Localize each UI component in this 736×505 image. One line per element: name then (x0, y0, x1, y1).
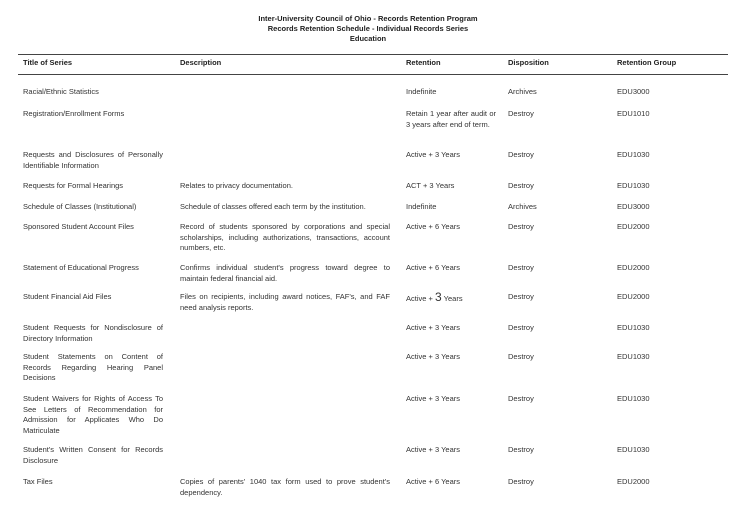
series-retention: Indefinite (406, 202, 437, 211)
series-disposition: Archives (508, 87, 537, 96)
series-retention-group: EDU1030 (617, 150, 650, 159)
series-title: Registration/Enrollment Forms (23, 109, 125, 118)
series-retention: Active + 3 Years (406, 394, 460, 403)
series-description: Confirms individual student's progress toward degree to maintain federal financial aid. (180, 263, 390, 283)
series-disposition: Destroy (508, 323, 534, 332)
series-retention (406, 292, 496, 305)
column-header-retention: Retention (406, 58, 441, 67)
series-title: Tax Files (23, 477, 53, 486)
series-retention-group: EDU1010 (617, 109, 650, 118)
header-top-rule (18, 54, 728, 55)
series-retention-group: EDU1030 (617, 352, 650, 361)
series-retention: Active + 3 Years (406, 445, 460, 454)
series-retention-group: EDU2000 (617, 477, 650, 486)
series-retention-group: EDU1030 (617, 445, 650, 454)
series-title: Student Financial Aid Files (23, 292, 112, 301)
retention-prefix: Active + (406, 294, 433, 303)
series-title: Student Requests for Nondisclosure of Directory Information (23, 323, 163, 343)
series-description: Files on recipients, including award notices, FAF's, and FAF need analysis reports. (180, 292, 390, 312)
series-retention: Active + 3 Years (406, 352, 460, 361)
column-header-disposition: Disposition (508, 58, 549, 67)
series-retention: Active + 6 Years (406, 222, 460, 231)
column-header-description: Description (180, 58, 222, 67)
header-bottom-rule (18, 74, 728, 75)
series-disposition: Destroy (508, 445, 534, 454)
series-retention-group: EDU1030 (617, 394, 650, 403)
series-retention: Active + 6 Years (406, 263, 460, 272)
series-title: Statement of Educational Progress (23, 263, 139, 272)
document-title: Inter-University Council of Ohio - Records Retention Program (258, 14, 478, 23)
series-disposition: Destroy (508, 477, 534, 486)
series-retention: Retain 1 year after audit or 3 years after end of term. (406, 109, 496, 129)
series-retention-group: EDU2000 (617, 263, 650, 272)
series-title: Racial/Ethnic Statistics (23, 87, 99, 96)
document-subtitle: Records Retention Schedule - Individual Records Series (267, 24, 469, 33)
series-disposition: Destroy (508, 263, 534, 272)
retention-handwritten-number: 3 (434, 290, 442, 304)
series-retention: Active + 6 Years (406, 477, 460, 486)
series-title: Student Waivers for Rights of Access To See Letters of Recommendation for Admission for Applicates Who Do Matriculate (23, 394, 163, 435)
series-retention: Indefinite (406, 87, 437, 96)
retention-suffix: Years (443, 294, 463, 303)
series-disposition: Destroy (508, 150, 534, 159)
series-disposition: Destroy (508, 352, 534, 361)
series-retention-group: EDU1030 (617, 323, 650, 332)
series-retention-group: EDU2000 (617, 222, 650, 231)
series-disposition: Destroy (508, 181, 534, 190)
series-title: Requests for Formal Hearings (23, 181, 124, 190)
column-header-title: Title of Series (23, 58, 73, 67)
series-title: Sponsored Student Account Files (23, 222, 134, 231)
document-section: Education (349, 34, 387, 43)
series-disposition: Destroy (508, 292, 534, 301)
series-description: Schedule of classes offered each term by the institution. (180, 202, 366, 211)
series-title: Student Statements on Content of Records Regarding Hearing Panel Decisions (23, 352, 163, 382)
series-title: Student's Written Consent for Records Disclosure (23, 445, 163, 465)
series-description: Record of students sponsored by corporations and special scholarships, including authorizations, transactions, account numbers, etc. (180, 222, 390, 252)
series-retention-group: EDU2000 (617, 292, 650, 301)
series-disposition: Destroy (508, 222, 534, 231)
series-disposition: Archives (508, 202, 537, 211)
series-description: Relates to privacy documentation. (180, 181, 293, 190)
series-retention: ACT + 3 Years (406, 181, 455, 190)
series-retention-group: EDU3000 (617, 202, 650, 211)
series-disposition: Destroy (508, 394, 534, 403)
series-disposition: Destroy (508, 109, 534, 118)
column-header-retention-group: Retention Group (617, 58, 677, 67)
series-title: Requests and Disclosures of Personally Identifiable Information (23, 150, 163, 170)
series-retention-group: EDU3000 (617, 87, 650, 96)
series-retention: Active + 3 Years (406, 323, 460, 332)
series-description: Copies of parents' 1040 tax form used to prove student's dependency. (180, 477, 390, 497)
series-title: Schedule of Classes (Institutional) (23, 202, 137, 211)
series-retention: Active + 3 Years (406, 150, 460, 159)
series-retention-group: EDU1030 (617, 181, 650, 190)
